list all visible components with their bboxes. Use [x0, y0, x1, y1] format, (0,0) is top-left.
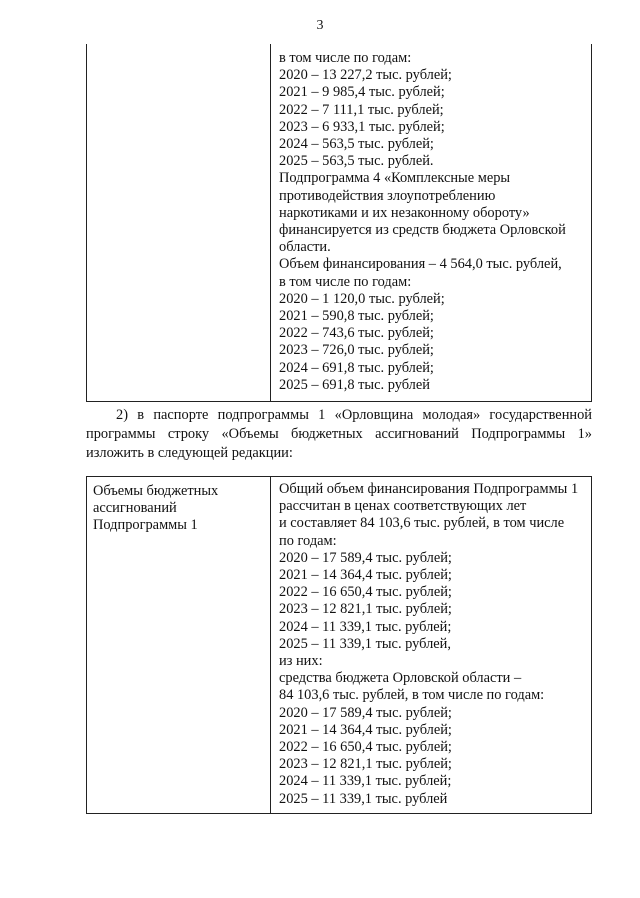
top-table	[86, 44, 592, 402]
text-line: 2021 – 14 364,4 тыс. рублей;	[279, 721, 452, 738]
text-line: 2022 – 16 650,4 тыс. рублей;	[279, 584, 452, 601]
page-number: 3	[316, 18, 324, 33]
text-line: Объемы бюджетных	[93, 483, 219, 499]
text-line: Общий объем финансирования Подпрограммы 1	[279, 481, 579, 497]
text-line: 2025 – 563,5 тыс. рублей.	[279, 153, 434, 170]
text-line: 2024 – 11 339,1 тыс. рублей;	[279, 618, 452, 635]
text-line: наркотиками и их незаконному обороту»	[279, 204, 530, 221]
text-line: 2020 – 17 589,4 тыс. рублей;	[279, 704, 452, 721]
text-line: 2023 – 726,0 тыс. рублей;	[279, 342, 434, 359]
text-line: 2023 – 6 933,1 тыс. рублей;	[279, 118, 445, 135]
text-line: и составляет 84 103,6 тыс. рублей, в том числе	[279, 515, 565, 532]
text-line: 2) в паспорте подпрограммы 1 «Орловщина молодая» государственной	[116, 407, 592, 423]
text-line: Подпрограмма 4 «Комплексные меры	[279, 170, 511, 187]
text-line: финансируется из средств бюджета Орловской	[279, 222, 566, 239]
top-table-right-text	[271, 44, 591, 394]
text-line: 2022 – 743,6 тыс. рублей;	[279, 325, 434, 342]
top-table-right-cell	[271, 44, 592, 402]
text-line: ассигнований	[93, 500, 177, 517]
top-table-left-cell	[87, 44, 271, 402]
text-line: в том числе по годам:	[279, 50, 412, 66]
bottom-table	[86, 476, 592, 814]
text-line: 2025 – 691,8 тыс. рублей	[279, 376, 430, 393]
text-line: 2021 – 590,8 тыс. рублей;	[279, 308, 434, 325]
text-line: 2024 – 11 339,1 тыс. рублей;	[279, 773, 452, 790]
text-line: 2023 – 12 821,1 тыс. рублей;	[279, 756, 452, 773]
text-line: 2023 – 12 821,1 тыс. рублей;	[279, 601, 452, 618]
text-line: 2022 – 16 650,4 тыс. рублей;	[279, 739, 452, 756]
text-line: 2021 – 14 364,4 тыс. рублей;	[279, 567, 452, 584]
text-line: Объем финансирования – 4 564,0 тыс. рублей,	[279, 256, 562, 273]
text-line: изложить в следующей редакции:	[86, 445, 293, 461]
text-line: Подпрограммы 1	[93, 517, 198, 534]
text-line: области.	[279, 239, 331, 256]
text-line: 2022 – 7 111,1 тыс. рублей;	[279, 101, 444, 118]
text-line: средства бюджета Орловской области –	[279, 670, 522, 687]
text-line: рассчитан в ценах соответствующих лет	[279, 498, 527, 515]
text-line: в том числе по годам:	[279, 273, 412, 290]
text-line: 84 103,6 тыс. рублей, в том числе по годам:	[279, 687, 545, 704]
bottom-table-right-cell	[271, 477, 592, 814]
text-line: 2020 – 13 227,2 тыс. рублей;	[279, 67, 452, 84]
text-line: 2020 – 17 589,4 тыс. рублей;	[279, 549, 452, 566]
text-line: противодействия злоупотреблению	[279, 187, 496, 204]
text-line: 2020 – 1 120,0 тыс. рублей;	[279, 290, 445, 307]
funding-details	[271, 477, 591, 808]
text-line: 2024 – 691,8 тыс. рублей;	[279, 359, 434, 376]
text-line: 2024 – 563,5 тыс. рублей;	[279, 136, 434, 153]
text-line: 2021 – 9 985,4 тыс. рублей;	[279, 84, 445, 101]
text-line: программы строку «Объемы бюджетных ассигнований Подпрограммы 1»	[86, 426, 592, 442]
table-row	[87, 477, 592, 814]
bottom-table-left-cell	[87, 477, 271, 814]
text-line: 2025 – 11 339,1 тыс. рублей	[279, 790, 448, 807]
text-line: по годам:	[279, 532, 337, 549]
amendment-paragraph	[86, 406, 592, 463]
text-line: из них:	[279, 653, 323, 670]
text-line: 2025 – 11 339,1 тыс. рублей,	[279, 635, 451, 652]
table-row	[87, 44, 592, 402]
row-label	[87, 477, 270, 535]
